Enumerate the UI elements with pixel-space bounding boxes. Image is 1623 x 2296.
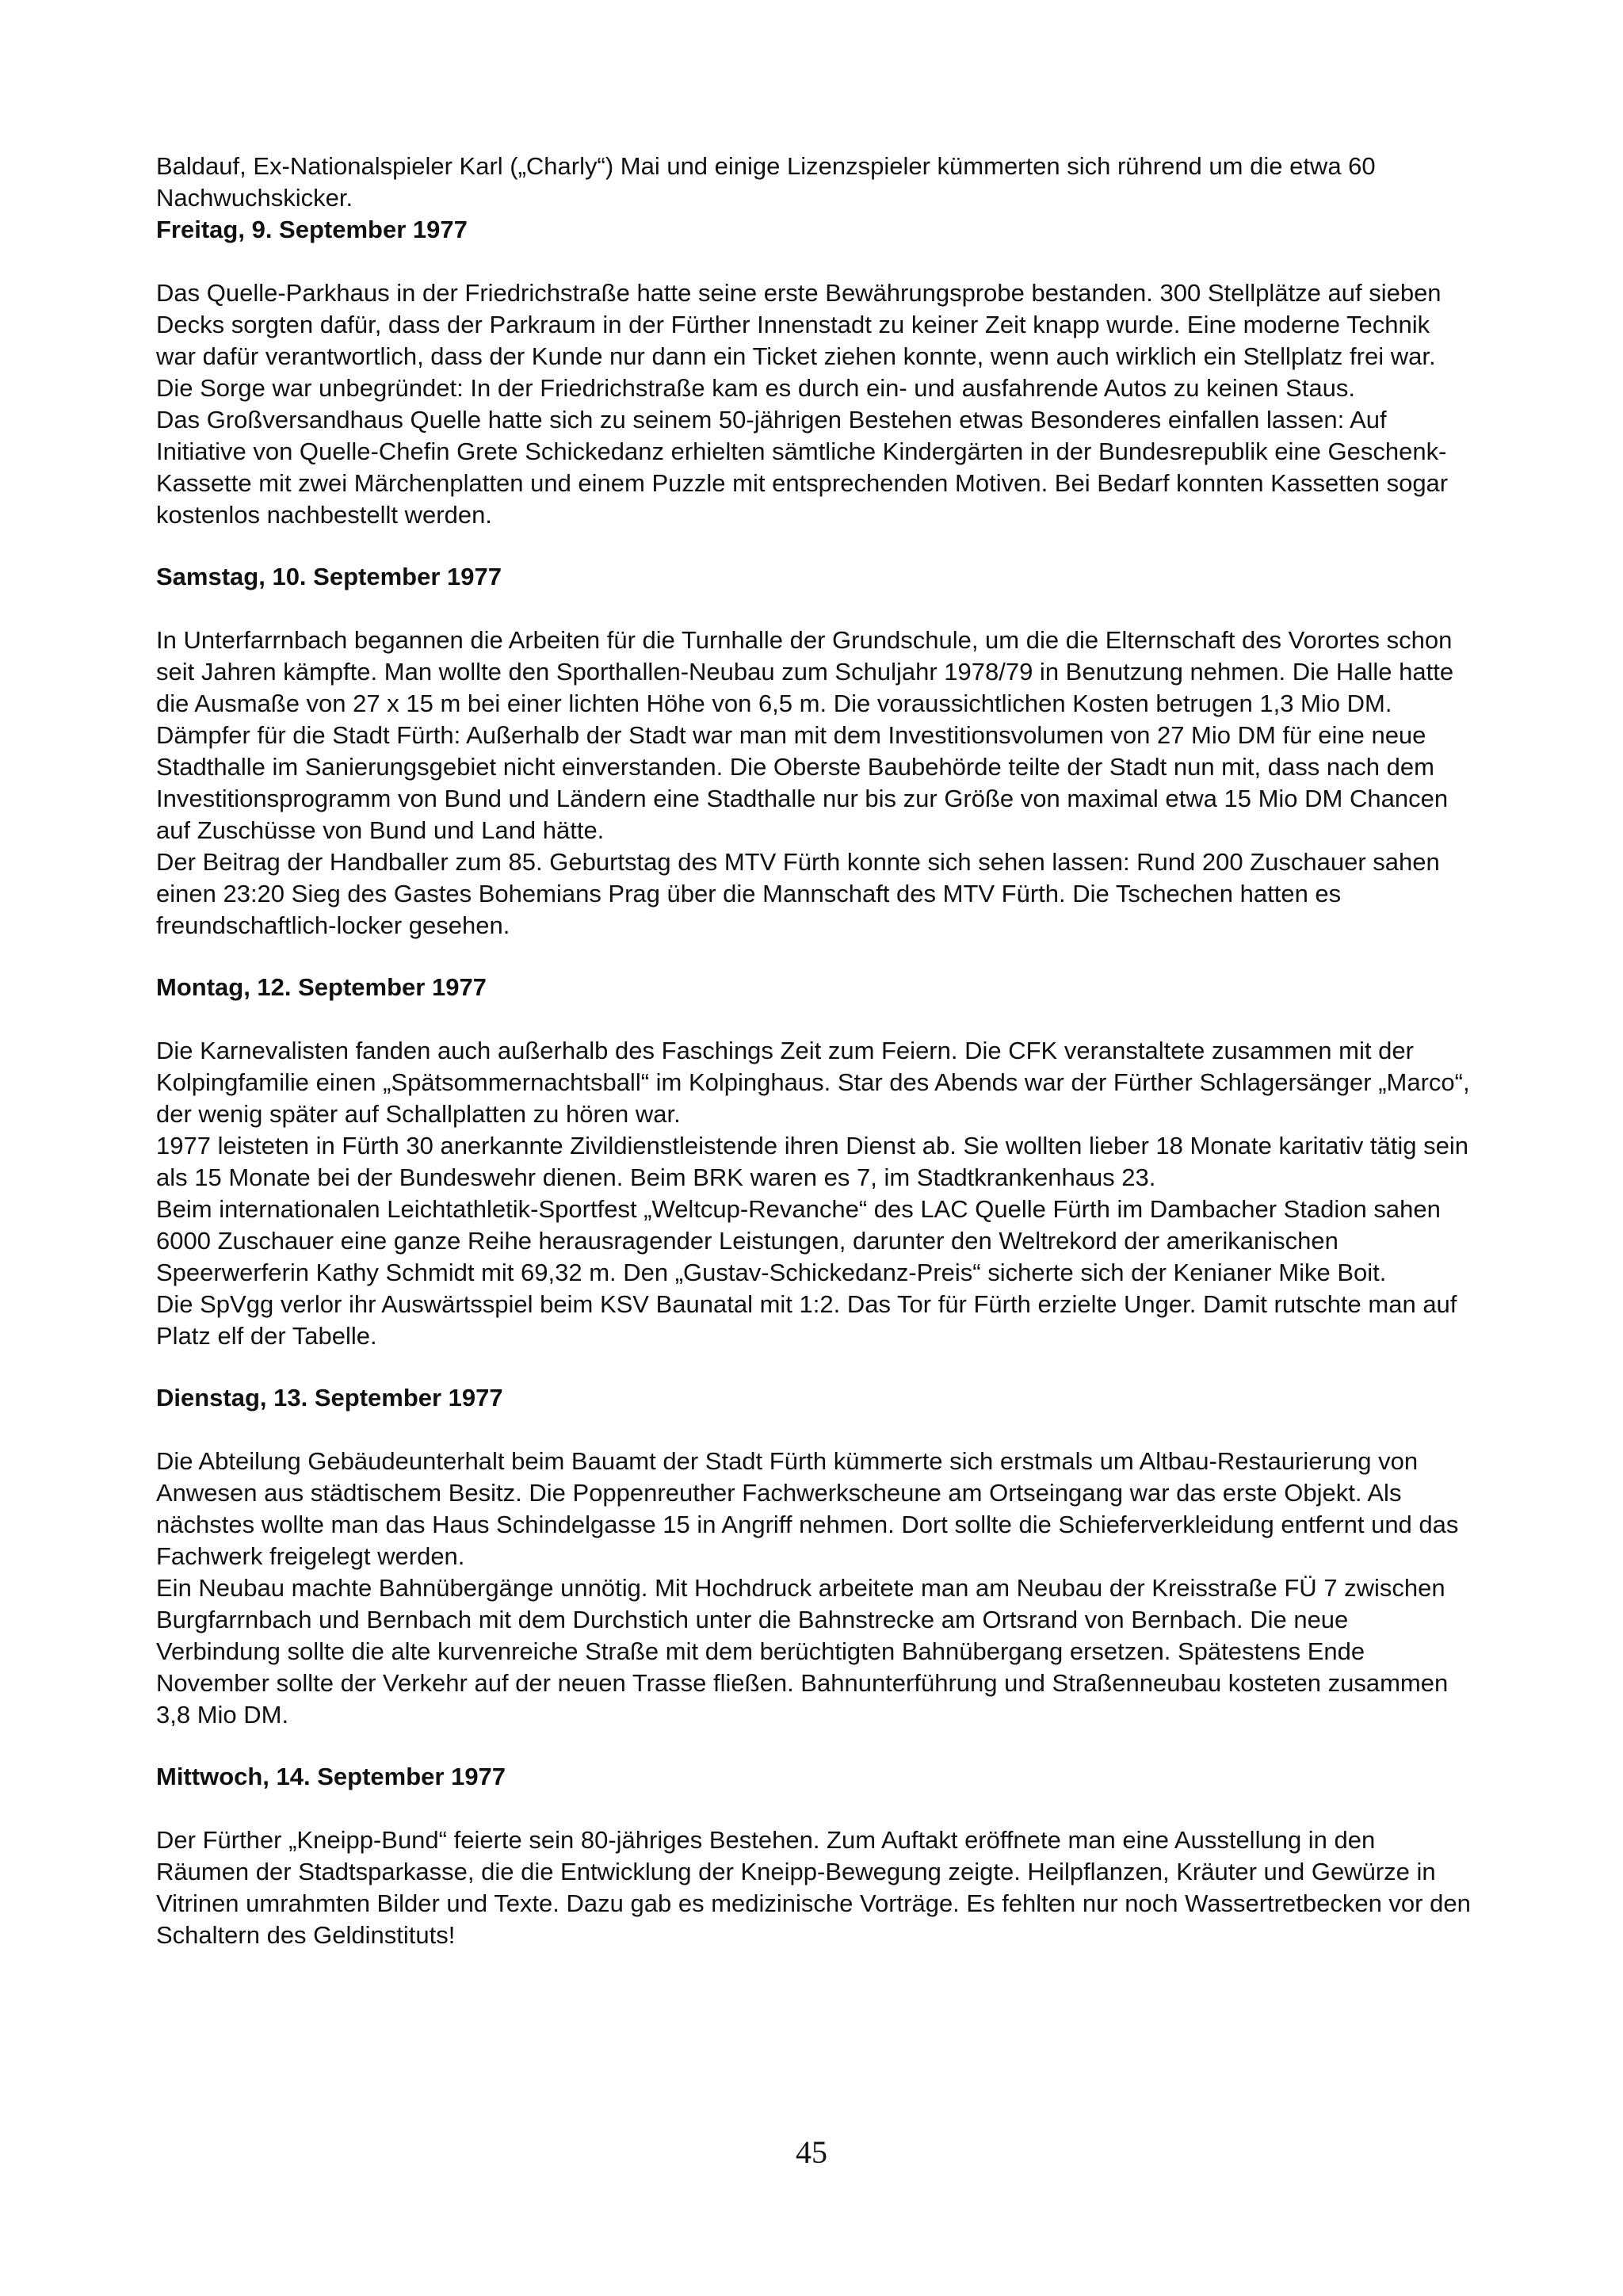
entry-friday-9 xyxy=(156,214,1472,531)
section-heading: Samstag, 10. September 1977 xyxy=(156,563,502,590)
paragraph: Ein Neubau machte Bahnübergänge unnötig. Mit Hochdruck arbeitete man am Neubau der Kreisstraße FÜ 7 zwischen Burgfarrnbach und Bernbach mit dem Durchstich unter die Bahnstrecke am Ortsrand von Bernbach. Die neue Verbindung sollte die alte kurvenreiche Straße mit dem berüchtigten Bahnübergang ersetzen. Spätestens Ende November sollte der Verkehr auf der neuen Trasse fließen. Bahnunterführung und Straßenneubau kosteten zusammen 3,8 Mio DM. xyxy=(156,1574,1449,1729)
paragraph: 1977 leisteten in Fürth 30 anerkannte Zivildienstleistende ihren Dienst ab. Sie wollten lieber 18 Monate karitativ tätig sein als 15 Monate bei der Bundeswehr dienen. Beim BRK waren es 7, im Stadtkrankenhaus 23. xyxy=(156,1132,1469,1191)
paragraph: Dämpfer für die Stadt Fürth: Außerhalb der Stadt war man mit dem Investitionsvolumen von 27 Mio DM für eine neue Stadthalle im Sanierungsgebiet nicht einverstanden. Die Oberste Baubehörde teilte der Stadt nun mit, dass nach dem Investitionsprogramm von Bund und Ländern eine Stadthalle nur bis zur Größe von maximal etwa 15 Mio DM Chancen auf Zuschüsse von Bund und Land hätte. xyxy=(156,721,1449,844)
section-heading: Dienstag, 13. September 1977 xyxy=(156,1384,503,1412)
entry-monday-12 xyxy=(156,972,1472,1352)
page-content xyxy=(156,151,1472,1981)
entry-wednesday-14 xyxy=(156,1761,1472,1951)
section-heading: Mittwoch, 14. September 1977 xyxy=(156,1763,506,1790)
intro-paragraph: Baldauf, Ex-Nationalspieler Karl („Charly“) Mai und einige Lizenzspieler kümmerten sich rührend um die etwa 60 Nachwuchskicker. xyxy=(156,152,1376,212)
section-heading: Freitag, 9. September 1977 xyxy=(156,216,468,243)
paragraph: Die Abteilung Gebäudeunterhalt beim Bauamt der Stadt Fürth kümmerte sich erstmals um Altbau-Restaurierung von Anwesen aus städtischem Besitz. Die Poppenreuther Fachwerkscheune am Ortseingang war das erste Objekt. Als nächstes wollte man das Haus Schindelgasse 15 in Angriff nehmen. Dort sollte die Schieferverkleidung entfernt und das Fachwerk freigelegt werden. xyxy=(156,1447,1459,1570)
paragraph: Die SpVgg verlor ihr Auswärtsspiel beim KSV Baunatal mit 1:2. Das Tor für Fürth erzielte Unger. Damit rutschte man auf Platz elf der Tabelle. xyxy=(156,1290,1457,1350)
entry-saturday-10 xyxy=(156,561,1472,942)
paragraph: Beim internationalen Leichtathletik-Sportfest „Weltcup-Revanche“ des LAC Quelle Fürth im Dambacher Stadion sahen 6000 Zuschauer eine ganze Reihe herausragender Leistungen, darunter den Weltrekord der amerikanischen Speerwerferin Kathy Schmidt mit 69,32 m. Den „Gustav-Schickedanz-Preis“ sicherte sich der Kenianer Mike Boit. xyxy=(156,1195,1441,1286)
paragraph: Der Fürther „Kneipp-Bund“ feierte sein 80-jähriges Bestehen. Zum Auftakt eröffnete man eine Ausstellung in den Räumen der Stadtsparkasse, die die Entwicklung der Kneipp-Bewegung zeigte. Heilpflanzen, Kräuter und Gewürze in Vitrinen umrahmten Bilder und Texte. Dazu gab es medizinische Vorträge. Es fehlten nur noch Wassertretbecken vor den Schaltern des Geldinstituts! xyxy=(156,1826,1471,1949)
paragraph: Der Beitrag der Handballer zum 85. Geburtstag des MTV Fürth konnte sich sehen lassen: Rund 200 Zuschauer sahen einen 23:20 Sieg des Gastes Bohemians Prag über die Mannschaft des MTV Fürth. Die Tschechen hatten es freundschaftlich-locker gesehen. xyxy=(156,848,1440,939)
paragraph: Die Karnevalisten fanden auch außerhalb des Faschings Zeit zum Feiern. Die CFK veranstaltete zusammen mit der Kolpingfamilie einen „Spätsommernachtsball“ im Kolpinghaus. Star des Abends war der Fürther Schlagersänger „Marco“, der wenig später auf Schallplatten zu hören war. xyxy=(156,1037,1470,1128)
paragraph: In Unterfarrnbach begannen die Arbeiten für die Turnhalle der Grundschule, um die die Elternschaft des Vorortes schon seit Jahren kämpfte. Man wollte den Sporthallen-Neubau zum Schuljahr 1978/79 in Benutzung nehmen. Die Halle hatte die Ausmaße von 27 x 15 m bei einer lichten Höhe von 6,5 m. Die voraussichtlichen Kosten betrugen 1,3 Mio DM. xyxy=(156,626,1454,717)
page-number: 45 xyxy=(796,2134,827,2170)
section-heading: Montag, 12. September 1977 xyxy=(156,973,487,1001)
paragraph: Das Quelle-Parkhaus in der Friedrichstraße hatte seine erste Bewährungsprobe bestanden. 300 Stellplätze auf sieben Decks sorgten dafür, dass der Parkraum in der Fürther Innenstadt zu keiner Zeit knapp wurde. Eine moderne Technik war dafür verantwortlich, dass der Kunde nur dann ein Ticket ziehen konnte, wenn auch wirklich ein Stellplatz frei war. Die Sorge war unbegründet: In der Friedrichstraße kam es durch ein- und ausfahrende Autos zu keinen Staus. xyxy=(156,279,1442,402)
entry-tuesday-13 xyxy=(156,1382,1472,1731)
paragraph: Das Großversandhaus Quelle hatte sich zu seinem 50-jährigen Bestehen etwas Besonderes einfallen lassen: Auf Initiative von Quelle-Chefin Grete Schickedanz erhielten sämtliche Kindergärten in der Bundesrepublik eine Geschenk-Kassette mit zwei Märchenplatten und einem Puzzle mit entsprechenden Motiven. Bei Bedarf konnten Kassetten sogar kostenlos nachbestellt werden. xyxy=(156,406,1449,529)
